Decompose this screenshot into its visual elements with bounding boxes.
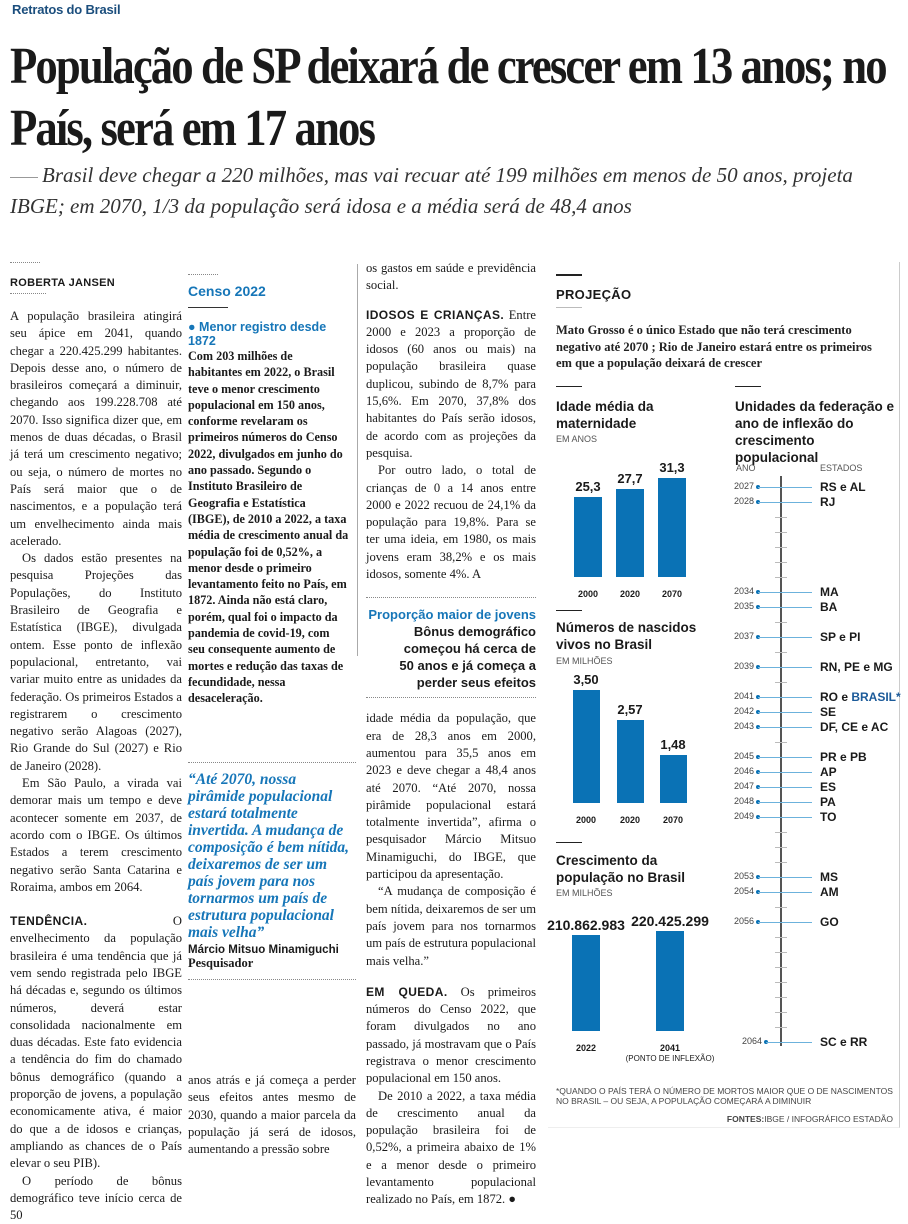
highlight-label: BRASIL*	[851, 690, 901, 704]
sources	[727, 1114, 893, 1124]
sources-label: FONTES:	[726, 1114, 765, 1124]
bar	[616, 489, 644, 577]
quote-text: “Até 2070, nossa pirâmide populacional estará totalmente invertida. A mudança de composição é bem nítida, deixaremos de ser um país jovem para nos tornarmos um país de estrutura populacional mais velha”	[188, 771, 350, 941]
pull-quote	[188, 762, 356, 980]
paragraph-text: Os primeiros números do Censo 2022, que foram divulgados no ano passado, já mostravam que o País registrava o menor crescimento populacional em 150 anos.	[366, 984, 536, 1086]
divider	[556, 274, 582, 276]
footnote: *QUANDO O PAÍS TERÁ O NÚMERO DE MORTOS MAIOR QUE O DE NASCIMENTOS NO BRASIL – OU SEJA, A POPULAÇÃO COMEÇARÁ A DIMINUIR	[556, 1086, 893, 1106]
sources-text: IBGE / INFOGRÁFICO ESTADÃO	[764, 1114, 893, 1124]
timeline-tick	[775, 532, 787, 533]
timeline-states-label: BA	[820, 600, 838, 614]
timeline-col-year: ANO	[736, 463, 756, 473]
paragraph: Por outro lado, o total de crianças de 0 a 14 anos entre 2000 e 2022 recuou de 24,1% da população para 19,8%. Para se ter uma ideia, em 1980, os mais jovens eram 38,2% e os mais idosos, somente 4%. A	[366, 463, 536, 582]
subheadline-text: Brasil deve chegar a 220 milhões, mas vai recuar até 199 milhões em menos de 50 anos, projeta IBGE; em 2070, 1/3 da população será idosa e a média será de 48,4 anos	[10, 163, 853, 218]
divider	[188, 979, 356, 980]
timeline-states-label: SE	[820, 705, 837, 719]
bar-value-label: 2,57	[617, 702, 643, 718]
timeline-states-label: SP e PI	[820, 630, 861, 644]
bar-category-label: 2041	[659, 1043, 681, 1053]
side-heading	[366, 606, 536, 691]
timeline-connector	[758, 877, 812, 878]
bullet-icon: ●	[188, 320, 200, 334]
side-head: Bônus demográfico começou há cerca de 50 anos e já começa a perder seus efeitos	[399, 624, 536, 691]
divider	[188, 762, 356, 763]
article-column-2-bottom	[188, 1072, 356, 1158]
bar-category-label: 2070	[661, 589, 683, 599]
timeline-connector	[758, 802, 812, 803]
paragraph: Os dados estão presentes na pesquisa Projeções das Populações, do Instituto Brasileiro de Geografia e Estatística (IBGE), divulgada ontem. Esse ponto de inflexão populacional, entretanto, vai variar muito entre as unidades da federação. Os primeiros Estados a registrarem o crescimento negativo serão Alagoas (2027), Rio Grande do Sul (2027) e Rio de Janeiro (2028).	[10, 551, 182, 773]
box-subhead-text: Menor registro desde 1872	[188, 320, 327, 348]
byline: ROBERTA JANSEN	[10, 277, 116, 289]
census-sidebar-box	[188, 264, 358, 706]
bar-category-label: 2070	[662, 815, 684, 825]
paragraph: O período de bônus demográfico teve início cerca de 50	[10, 1173, 182, 1223]
divider	[556, 307, 582, 308]
timeline-connector	[766, 1042, 812, 1043]
timeline-connector	[758, 817, 812, 818]
chart-unit: EM MILHÕES	[556, 656, 613, 666]
bar-value-label: 220.425.299	[631, 913, 709, 929]
article-column-3	[366, 260, 536, 1209]
paragraph-lead: TENDÊNCIA.	[10, 914, 88, 929]
timeline-states-label: GO	[820, 915, 839, 929]
bar-value-label: 31,3	[659, 460, 685, 475]
timeline-tick	[775, 862, 787, 863]
timeline-year-label: 2034	[733, 586, 754, 596]
timeline-year-label: 2039	[733, 661, 754, 671]
timeline-year-label: 2042	[733, 706, 754, 716]
timeline-year-label: 2028	[733, 496, 754, 506]
headline	[10, 36, 886, 160]
timeline-states-label: SC e RR	[820, 1035, 868, 1049]
timeline-states-label: AM	[820, 885, 839, 899]
chart-unit: EM MILHÕES	[556, 888, 613, 898]
bar-category-label: 2022	[575, 1043, 597, 1053]
timeline-year-label: 2027	[733, 481, 754, 491]
bar	[660, 755, 687, 803]
box-text: Com 203 milhões de habitantes em 2022, o Brasil teve o menor crescimento populacional em 150 anos, conforme revelaram os primeiros números do Censo 2022, divulgados em junho do ano passado. Segundo o Instituto Brasileiro de Geografia e Estatística (IBGE), de 2010 a 2022, a taxa média de crescimento anual da população foi de 0,52%, a menor desde o primeiro levantamento feito no País, em 1872. Ainda não está claro, porém, qual foi o impacto da pandemia de covid-19, com seu consequente aumento de mortes e redução das taxas de fecundidade, nessa desaceleração.	[188, 349, 349, 706]
bar-value-label: 1,48	[660, 737, 686, 753]
timeline-states-label: DF, CE e AC	[820, 720, 889, 734]
paragraph	[10, 913, 182, 1172]
bar	[617, 720, 644, 803]
bar-value-label: 210.862.983	[547, 917, 625, 934]
divider	[10, 293, 46, 294]
timeline-tick	[775, 982, 787, 983]
timeline-connector	[758, 697, 812, 698]
end-mark-icon: ●	[508, 1192, 516, 1207]
divider	[556, 842, 582, 843]
paragraph	[366, 307, 536, 463]
bar-category-label: 2000	[577, 589, 599, 599]
chart-title: Crescimento da população no Brasil	[556, 853, 686, 885]
timeline-year-label: 2049	[733, 811, 754, 821]
bar-value-label: 25,3	[575, 478, 601, 494]
article-body	[10, 308, 182, 1224]
timeline-tick	[775, 682, 787, 683]
bar	[658, 478, 686, 577]
timeline-year-label: 2048	[733, 796, 754, 806]
paragraph: idade média da população, que era de 28,3 anos em 2000, aumentou para 35,5 anos em 2023 e deve chegar a 48,4 anos até 2070. “Até 2070, nossa pirâmide populacional estará totalmente invertida”, afirma o pesquisador Márcio Mitsuo Minamiguchi, do IBGE, que participou da apresentação.	[366, 711, 536, 882]
paragraph: “A mudança de composição é bem nítida, deixaremos de ser um país jovem para nos tornarmos um país de estrutura populacional mais velha.”	[366, 884, 536, 968]
timeline-tick	[775, 577, 787, 578]
timeline-year-label: 2045	[733, 751, 754, 761]
paragraph: os gastos em saúde e previdência social.	[366, 261, 536, 293]
divider	[188, 274, 218, 275]
timeline-tick	[775, 652, 787, 653]
divider	[735, 386, 761, 387]
timeline-states-label: AP	[820, 765, 837, 779]
dash-rule	[10, 177, 38, 178]
divider	[556, 386, 582, 387]
article-column-1	[10, 262, 182, 1224]
divider	[366, 697, 536, 698]
timeline-connector	[758, 607, 812, 608]
paragraph-text: Entre 2000 e 2023 a proporção de idosos (60 anos ou mais) na população brasileira quase duplicou, subindo de 8,7% para 15,6%. Em 2070, 37,8% dos habitantes do País serão idosos, de acordo com as projeções da pesquisa.	[366, 307, 536, 460]
bar	[572, 935, 600, 1031]
timeline-connector	[758, 637, 812, 638]
timeline-year-label: 2043	[733, 721, 754, 731]
timeline-tick	[775, 622, 787, 623]
timeline-states-label: ES	[820, 780, 837, 794]
timeline-tick	[775, 1012, 787, 1013]
timeline-tick	[775, 847, 787, 848]
bar-value-label: 27,7	[617, 471, 643, 487]
timeline-tick	[775, 907, 787, 908]
bar-category-note: (PONTO DE INFLEXÃO)	[625, 1054, 715, 1063]
infographic	[548, 262, 900, 1128]
chart-title: Idade média da maternidade	[556, 399, 654, 431]
timeline-states-label: PA	[820, 795, 836, 809]
side-kicker: Proporção maior de jovens	[368, 607, 536, 623]
timeline-year-label: 2064	[741, 1036, 762, 1046]
infographic-deck: Mato Grosso é o único Estado que não terá crescimento negativo até 2070 ; Rio de Janeiro estará entre os primeiros em que a população deixará de crescer	[556, 323, 872, 370]
timeline-connector	[758, 772, 812, 773]
section-kicker: Retratos do Brasil	[12, 2, 121, 17]
timeline-tick	[775, 937, 787, 938]
timeline-states-label: MS	[820, 870, 838, 884]
timeline-states-label: RS e AL	[820, 480, 866, 494]
timeline-tick	[775, 952, 787, 953]
chart-unit: EM ANOS	[556, 434, 598, 444]
timeline-connector	[758, 487, 812, 488]
timeline-year-label: 2037	[733, 631, 754, 641]
chart-title: Números de nascidos vivos no Brasil	[556, 620, 697, 652]
timeline-year-label: 2053	[733, 871, 754, 881]
bar-category-label: 2000	[575, 815, 597, 825]
paragraph	[366, 1088, 536, 1209]
paragraph-text: O envelhecimento da população brasileira é uma tendência que já vem sendo registrada pelo IBGE há décadas e, segundo os últimos números, deverá estar consolidada nacionalmente em duas décadas. Este fato evidencia a tendência do fim do chamado bônus demográfico (quando a proporção de jovens, a população economicamente ativa, é maior do que a de idosos e crianças, ampliando as chances de o País elevar o seu PIB).	[10, 914, 182, 1171]
timeline-connector	[758, 892, 812, 893]
timeline-year-label: 2041	[733, 691, 754, 701]
bar-category-label: 2020	[619, 589, 641, 599]
box-title: Censo 2022	[188, 283, 266, 299]
timeline-year-label: 2056	[733, 916, 754, 926]
infographic-title: PROJEÇÃO	[556, 287, 632, 302]
timeline-tick	[775, 547, 787, 548]
paragraph	[366, 984, 536, 1088]
headline-text: População de SP deixará de crescer em 13 anos; no País, será em 17 anos	[10, 38, 886, 157]
timeline-title: Unidades da federação e ano de inflexão do crescimento populacional	[735, 399, 895, 465]
divider	[366, 597, 536, 598]
timeline-year-label: 2046	[733, 766, 754, 776]
paragraph: Em São Paulo, a virada vai demorar mais um tempo e deve acontecer somente em 2037, de acordo com o IBGE. Os últimos Estados a terem crescimento negativo serão Santa Catarina e Roraima, ambos em 2064.	[10, 776, 182, 894]
timeline-tick	[775, 517, 787, 518]
timeline-tick	[775, 1027, 787, 1028]
quote-role: Pesquisador	[188, 956, 254, 970]
bar-category-label: 2020	[619, 815, 641, 825]
timeline-states-label: RO e BRASIL*	[820, 690, 901, 704]
timeline-states-label: RJ	[820, 495, 836, 509]
box-subhead	[188, 320, 349, 348]
timeline-connector	[758, 502, 812, 503]
timeline-connector	[758, 922, 812, 923]
timeline-tick	[775, 832, 787, 833]
bar	[656, 931, 684, 1031]
timeline-states-label: MA	[820, 585, 839, 599]
timeline-tick	[775, 967, 787, 968]
divider	[10, 262, 40, 263]
timeline-states-label: TO	[820, 810, 837, 824]
divider	[556, 610, 582, 611]
paragraph: A população brasileira atingirá seu ápice em 2041, quando chegar a 220.425.299 habitantes. Depois desse ano, o número de brasileiros começará a diminuir, chegando aos 199.228.708 até 2070. Isso significa dizer que, em menos de duas décadas, o Brasil já terá um crescimento negativo; ou seja, o número de mortes no País será maior que o de nascimentos, e a população terá um envelhecimento ainda mais acelerado.	[10, 309, 182, 548]
bar	[574, 497, 602, 577]
timeline-connector	[758, 757, 812, 758]
timeline-tick	[775, 742, 787, 743]
timeline-states-label: PR e PB	[820, 750, 867, 764]
timeline-tick	[775, 562, 787, 563]
timeline-connector	[758, 667, 812, 668]
paragraph-text: De 2010 a 2022, a taxa média de crescimento anual da população brasileira foi de 0,52%, a primeira abaixo de 1% e a menor desde o primeiro levantamento populacional realizado no País, em 1872.	[366, 1088, 536, 1207]
subheadline	[10, 160, 900, 222]
timeline-year-label: 2047	[733, 781, 754, 791]
timeline-col-states: ESTADOS	[820, 463, 863, 473]
bar-value-label: 3,50	[573, 672, 599, 687]
timeline-year-label: 2054	[733, 886, 754, 896]
paragraph: anos atrás e já começa a perder seus efeitos antes mesmo de 2030, quando a maior parcela da população já será de idosos, aumentando a pressão sobre	[188, 1073, 356, 1157]
paragraph-lead: IDOSOS E CRIANÇAS.	[366, 307, 505, 322]
quote-author: Márcio Mitsuo Minamiguchi	[188, 944, 339, 956]
timeline-tick	[775, 997, 787, 998]
divider	[188, 307, 228, 308]
timeline-connector	[758, 787, 812, 788]
timeline-connector	[758, 712, 812, 713]
timeline-states-label: RN, PE e MG	[820, 660, 893, 674]
paragraph-lead: EM QUEDA.	[366, 984, 448, 999]
timeline-connector	[758, 727, 812, 728]
timeline-year-label: 2035	[733, 601, 754, 611]
timeline-connector	[758, 592, 812, 593]
